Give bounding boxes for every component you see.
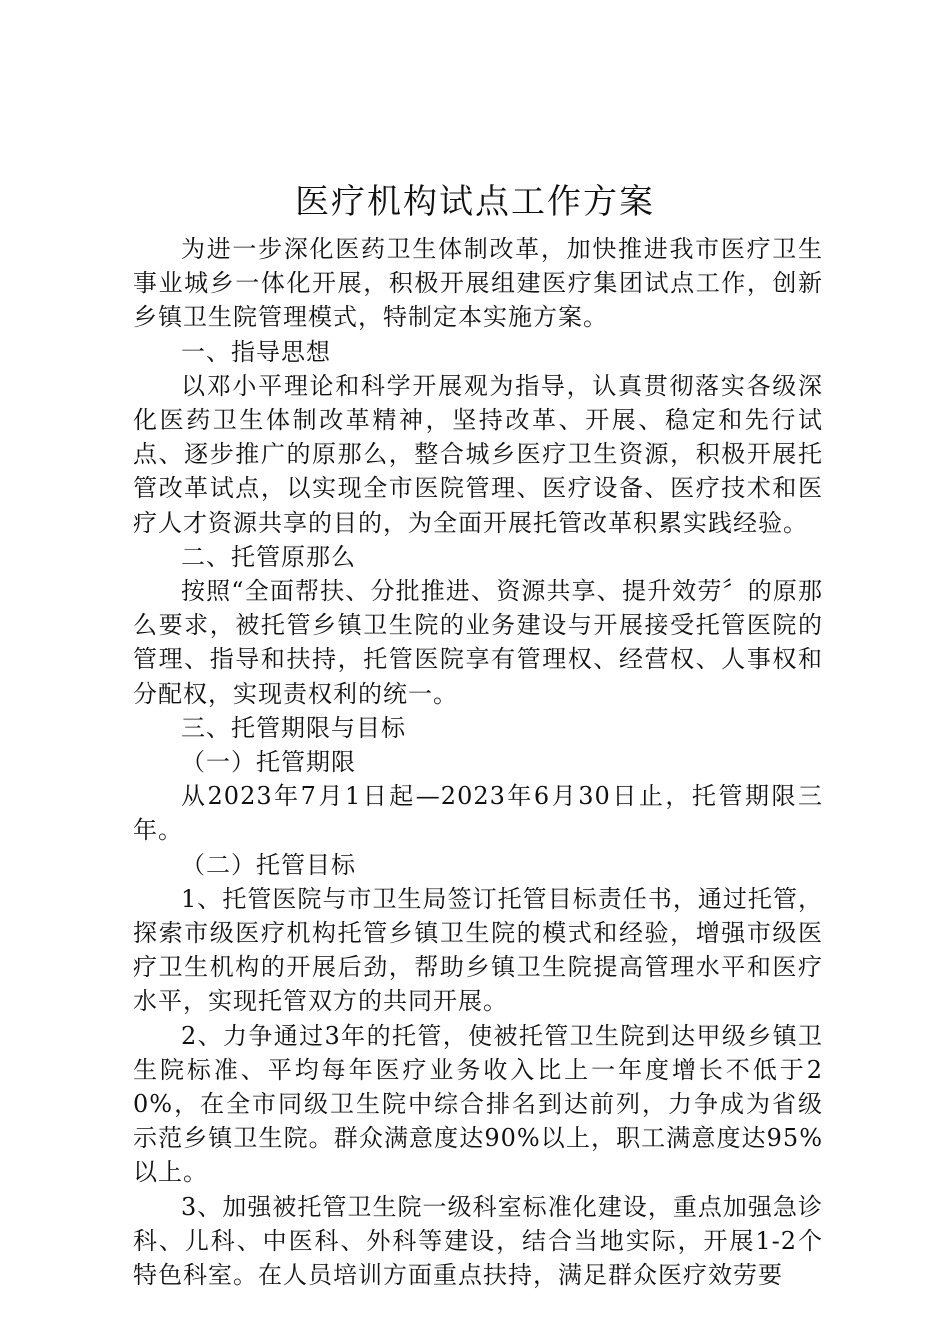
goal-item-2: 2、力争通过3年的托管，使被托管卫生院到达甲级乡镇卫生院标准、平均每年医疗业务收入比上一年度增长不低于20%，在全市同级卫生院中综合排名到达前列，力争成为省级示范乡镇卫生院。群众满意度达90%以上，职工满意度达95%以上。 (133, 1021, 823, 1187)
subheading-term: （一）托管期限 (181, 748, 356, 777)
section-heading-term-and-goals: 三、托管期限与目标 (181, 713, 406, 742)
guiding-ideology-paragraph: 以邓小平理论和科学开展观为指导，认真贯彻落实各级深化医药卫生体制改革精神，坚持改革、开展、稳定和先行试点、逐步推广的原那么，整合城乡医疗卫生资源，积极开展托管改革试点，以实现全市医院管理、医疗设备、医疗技术和医疗人才资源共享的目的，为全面开展托管改革积累实践经验。 (133, 371, 823, 537)
goal-item-3: 3、加强被托管卫生院一级科室标准化建设，重点加强急诊科、儿科、中医科、外科等建设，结合当地实际，开展1-2个特色科室。在人员培训方面重点扶持，满足群众医疗效劳要 (133, 1192, 823, 1290)
subheading-goals: （二）托管目标 (181, 850, 356, 879)
section-heading-guiding-ideology: 一、指导思想 (181, 337, 331, 366)
term-paragraph: 从2023年7月1日起—2023年6月30日止，托管期限三年。 (133, 782, 823, 845)
section-heading-principles: 二、托管原那么 (181, 542, 356, 571)
document-body (133, 232, 823, 1292)
intro-paragraph: 为进一步深化医药卫生体制改革，加快推进我市医疗卫生事业城乡一体化开展，积极开展组建医疗集团试点工作，创新乡镇卫生院管理模式，特制定本实施方案。 (133, 235, 823, 332)
principles-paragraph: 按照“全面帮扶、分批推进、资源共享、提升效劳〞的原那么要求，被托管乡镇卫生院的业务建设与开展接受托管医院的管理、指导和扶持，托管医院享有管理权、经营权、人事权和分配权，实现责权利的统一。 (133, 577, 823, 708)
document-title: 医疗机构试点工作方案 (295, 182, 655, 222)
goal-item-1: 1、托管医院与市卫生局签订托管目标责任书，通过托管，探索市级医疗机构托管乡镇卫生院的模式和经验，增强市级医疗卫生机构的开展后劲，帮助乡镇卫生院提高管理水平和医疗水平，实现托管双方的共同开展。 (133, 884, 823, 1016)
